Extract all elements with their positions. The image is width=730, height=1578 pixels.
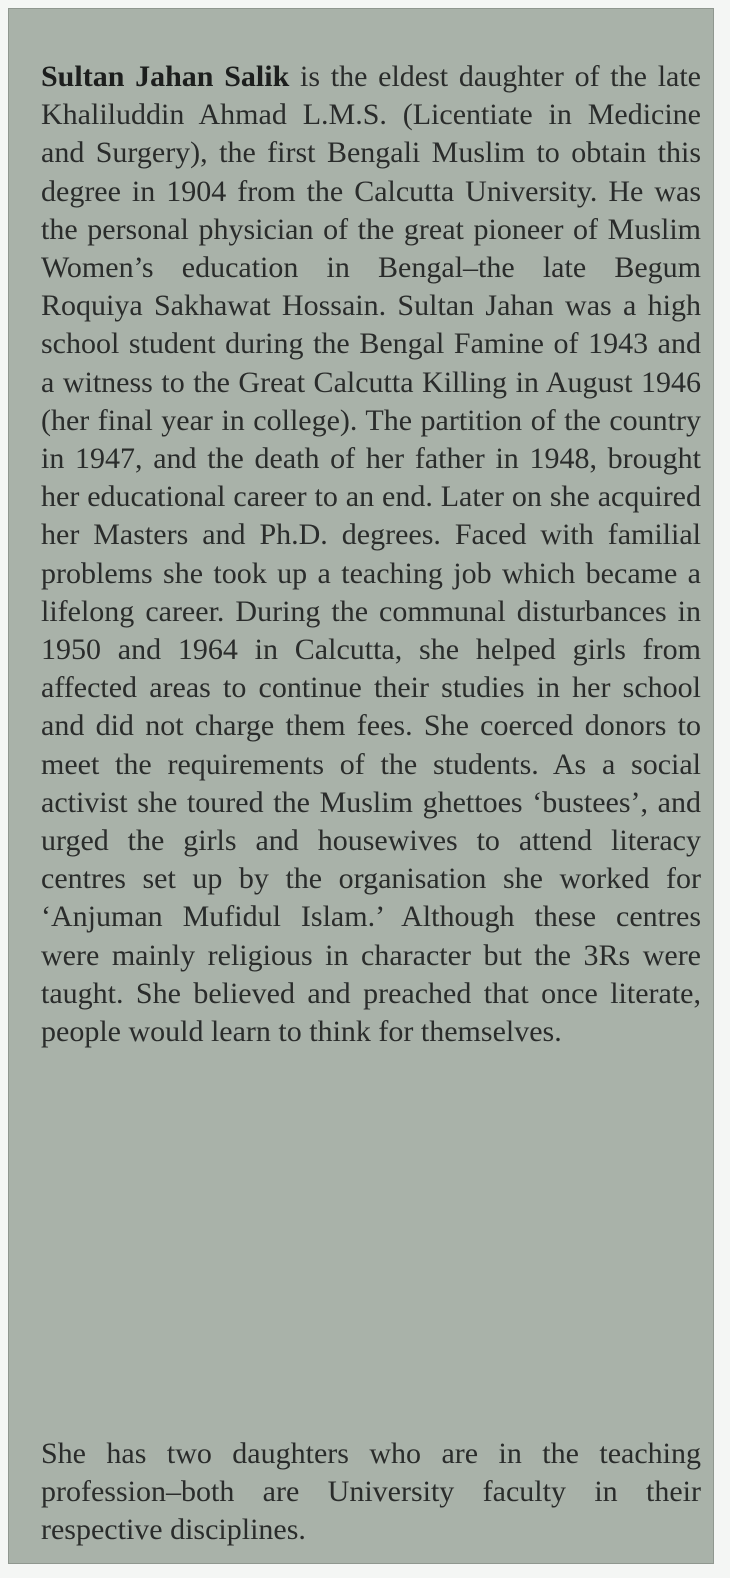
biography-text: is the eldest daughter of the late Khaliluddin Ahmad L.M.S. (Licentiate in Medicine and Surgery), the first Bengali Muslim to obtain this degree in 1904 from the Calcutta University. He was the personal physician of the great pioneer of Muslim Women’s education in Bengal–the late Begum Roquiya Sakhawat Hossain. Sultan Jahan was a high school student during the Bengal Famine of 1943 and a witness to the Great Calcutta Killing in August 1946 (her final year in college). The partition of the country in 1947, and the death of her father in 1948, brought her educational career to an end. Later on she acquired her Masters and Ph.D. degrees. Faced with familial problems she took up a teaching job which became a lifelong career. During the communal disturbances in 1950 and 1964 in Calcutta, she helped girls from affected areas to continue their studies in her school and did not charge them fees. She coerced donors to meet the requirements of the students. As a social activist she toured the Muslim ghettoes ‘bustees’, and urged the girls and housewives to attend literacy centres set up by the organisation she worked for ‘Anjuman Mufidul Islam.’ Although these centres were mainly religious in character but the 3Rs were taught. She believed and preached that once literate, people would learn to think for themselves. xyxy=(41,60,701,1049)
family-paragraph: She has two daughters who are in the teaching profession–both are University faculty in their respective disciplines. xyxy=(41,1437,701,1547)
subject-name: Sultan Jahan Salik xyxy=(41,60,290,93)
biography-paragraph xyxy=(41,58,701,1051)
